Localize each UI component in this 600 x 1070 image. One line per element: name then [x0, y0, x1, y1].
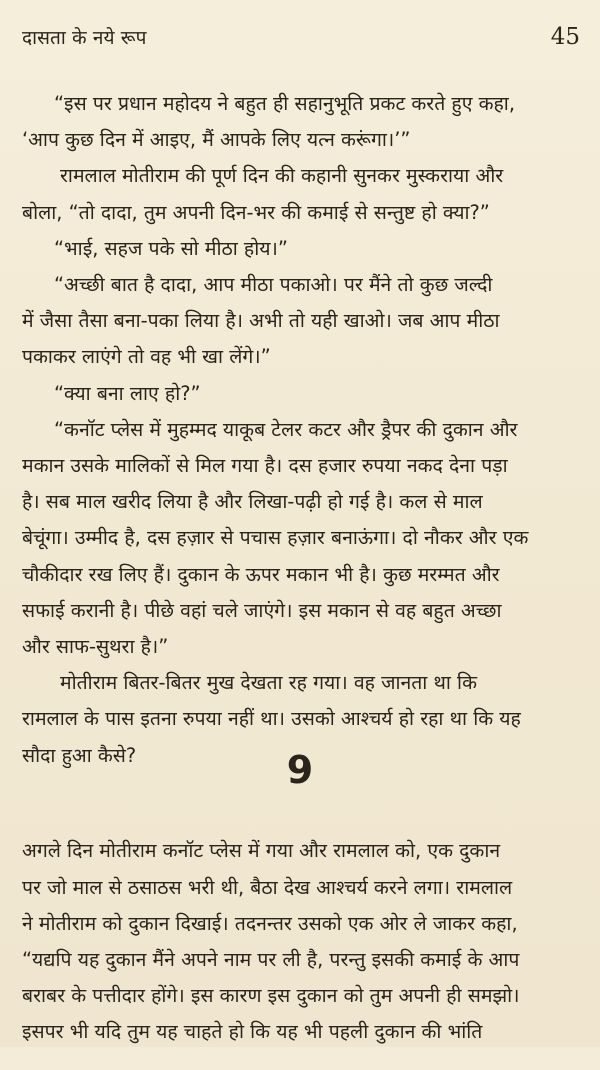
body-text-section-1 [22, 86, 582, 774]
text-line: “यद्यपि यह दुकान मैंने अपने नाम पर ली है, परन्तु इसकी कमाई के आप [22, 948, 520, 971]
text-line: “अच्छी बात है दादा, आप मीठा पकाओ। पर मैंने तो कुछ जल्दी [54, 273, 493, 297]
paragraph [22, 412, 582, 665]
text-line: “कनॉट प्लेस में मुहम्मद याकूब टेलर कटर और ड्रैपर की दुकान और [54, 417, 518, 441]
text-line: इसपर भी यदि तुम यह चाहते हो कि यह भी पहली दुकान की भांति [22, 1020, 483, 1044]
text-line: बेचूंगा। उम्मीद है, दस हज़ार से पचास हज़ार बनाऊंगा। दो नौकर और एक [22, 526, 529, 550]
text-line: अगले दिन मोतीराम कनॉट प्लेस में गया और रामलाल को, एक दुकान [22, 839, 501, 863]
text-line: और साफ-सुथरा है।” [22, 635, 169, 659]
chapter-number: 9 [286, 748, 314, 792]
text-line: बोला, “तो दादा, तुम अपनी दिन-भर की कमाई से सन्तुष्ट हो क्या?” [22, 200, 490, 224]
text-line: “इस पर प्रधान महोदय ने बहुत ही सहानुभूति प्रकट करते हुए कहा, [54, 92, 515, 115]
body-text-section-2 [22, 814, 582, 1070]
text-line: मोतीराम बितर-बितर मुख देखता रह गया। वह जानता था कि [60, 671, 477, 695]
text-line: रामलाल मोतीराम की पूर्ण दिन की कहानी सुनकर मुस्कराया और [60, 164, 504, 188]
text-line: “क्या बना लाए हो?” [54, 381, 201, 405]
text-line: ने मोतीराम को दुकान दिखाई। तदनन्तर उसको एक ओर ले जाकर कहा, [22, 911, 518, 935]
text-line: चौकीदार रख लिए हैं। दुकान के ऊपर मकान भी है। कुछ मरम्मत और [22, 562, 500, 586]
paragraph [22, 86, 582, 158]
text-line: ‘आप कुछ दिन में आइए, मैं आपके लिए यत्न करूंगा।’” [22, 128, 411, 152]
paragraph [22, 267, 582, 376]
text-line: रामलाल के पास इतना रुपया नहीं था। उसको आश्चर्य हो रहा था कि यह [22, 707, 521, 731]
paragraph [22, 158, 582, 230]
page-number: 45 [550, 24, 580, 50]
running-title: दासता के नये रूप [22, 27, 147, 49]
text-line: बराबर के पत्तीदार होंगे। इस कारण इस दुकान को तुम अपनी ही समझो। [22, 984, 520, 1008]
text-line: “भाई, सहज पके सो मीठा होय।” [54, 236, 288, 260]
paragraph [22, 833, 582, 1050]
paragraph [22, 376, 582, 412]
text-line: पर जो माल से ठसाठस भरी थी, बैठा देख आश्चर्य करने लगा। रामलाल [22, 875, 513, 899]
text-line: है। सब माल खरीद लिया है और लिखा-पढ़ी हो गई है। कल से माल [22, 490, 483, 514]
text-line: सफाई करानी है। पीछे वहां चले जाएंगे। इस मकान से वह बहुत अच्छा [22, 598, 502, 622]
text-line: सौदा हुआ कैसे? [22, 743, 137, 767]
paragraph [22, 231, 582, 267]
text-line: पकाकर लाएंगे तो वह भी खा लेंगे।” [22, 345, 271, 369]
text-line: में जैसा तैसा बना-पका लिया है। अभी तो यही खाओ। जब आप मीठा [22, 309, 500, 333]
text-line: मकान उसके मालिकों से मिल गया है। दस हजार रुपया नकद देना पड़ा [22, 454, 508, 478]
